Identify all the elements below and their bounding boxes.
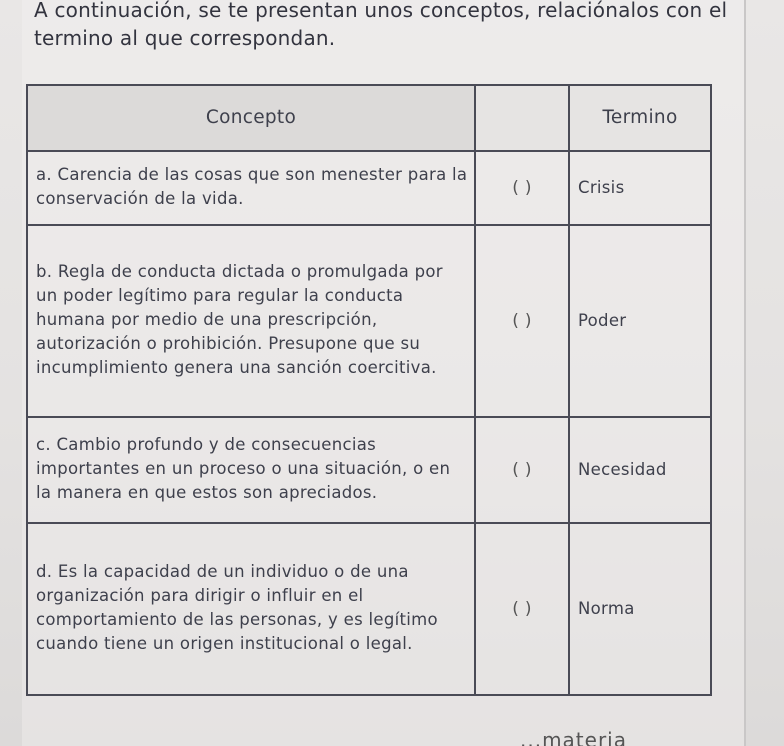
table-row [27,523,711,695]
concept-a: a. Carencia de las cosas que son menester para la conservación de la vida. [27,151,475,225]
instructions-text: A continuación, se te presentan unos conceptos, relaciónalos con el termino al que correspondan. [34,0,728,50]
header-blank [475,85,569,151]
answer-slot-b[interactable]: ( ) [475,225,569,417]
header-concept: Concepto [27,85,475,151]
term-d: Norma [569,523,711,695]
header-term: Termino [569,85,711,151]
term-c: Necesidad [569,417,711,523]
matching-table [26,84,712,696]
table-header-row [27,85,711,151]
concept-d: d. Es la capacidad de un individuo o de una organización para dirigir o influir en el comportamiento de las personas, y es legítimo cuando tiene un origen institucional o legal. [27,523,475,695]
table-row [27,225,711,417]
answer-slot-c[interactable]: ( ) [475,417,569,523]
cut-off-text: ...materia [520,728,627,746]
term-b: Poder [569,225,711,417]
table-row [27,417,711,523]
answer-slot-a[interactable]: ( ) [475,151,569,225]
answer-slot-d[interactable]: ( ) [475,523,569,695]
concept-b: b. Regla de conducta dictada o promulgada por un poder legítimo para regular la conducta humana por medio de una prescripción, autorización o prohibición. Presupone que su incumplimiento genera una sanción coercitiva. [27,225,475,417]
term-a: Crisis [569,151,711,225]
concept-c: c. Cambio profundo y de consecuencias importantes en un proceso o una situación, o en la manera en que estos son apreciados. [27,417,475,523]
table-row [27,151,711,225]
